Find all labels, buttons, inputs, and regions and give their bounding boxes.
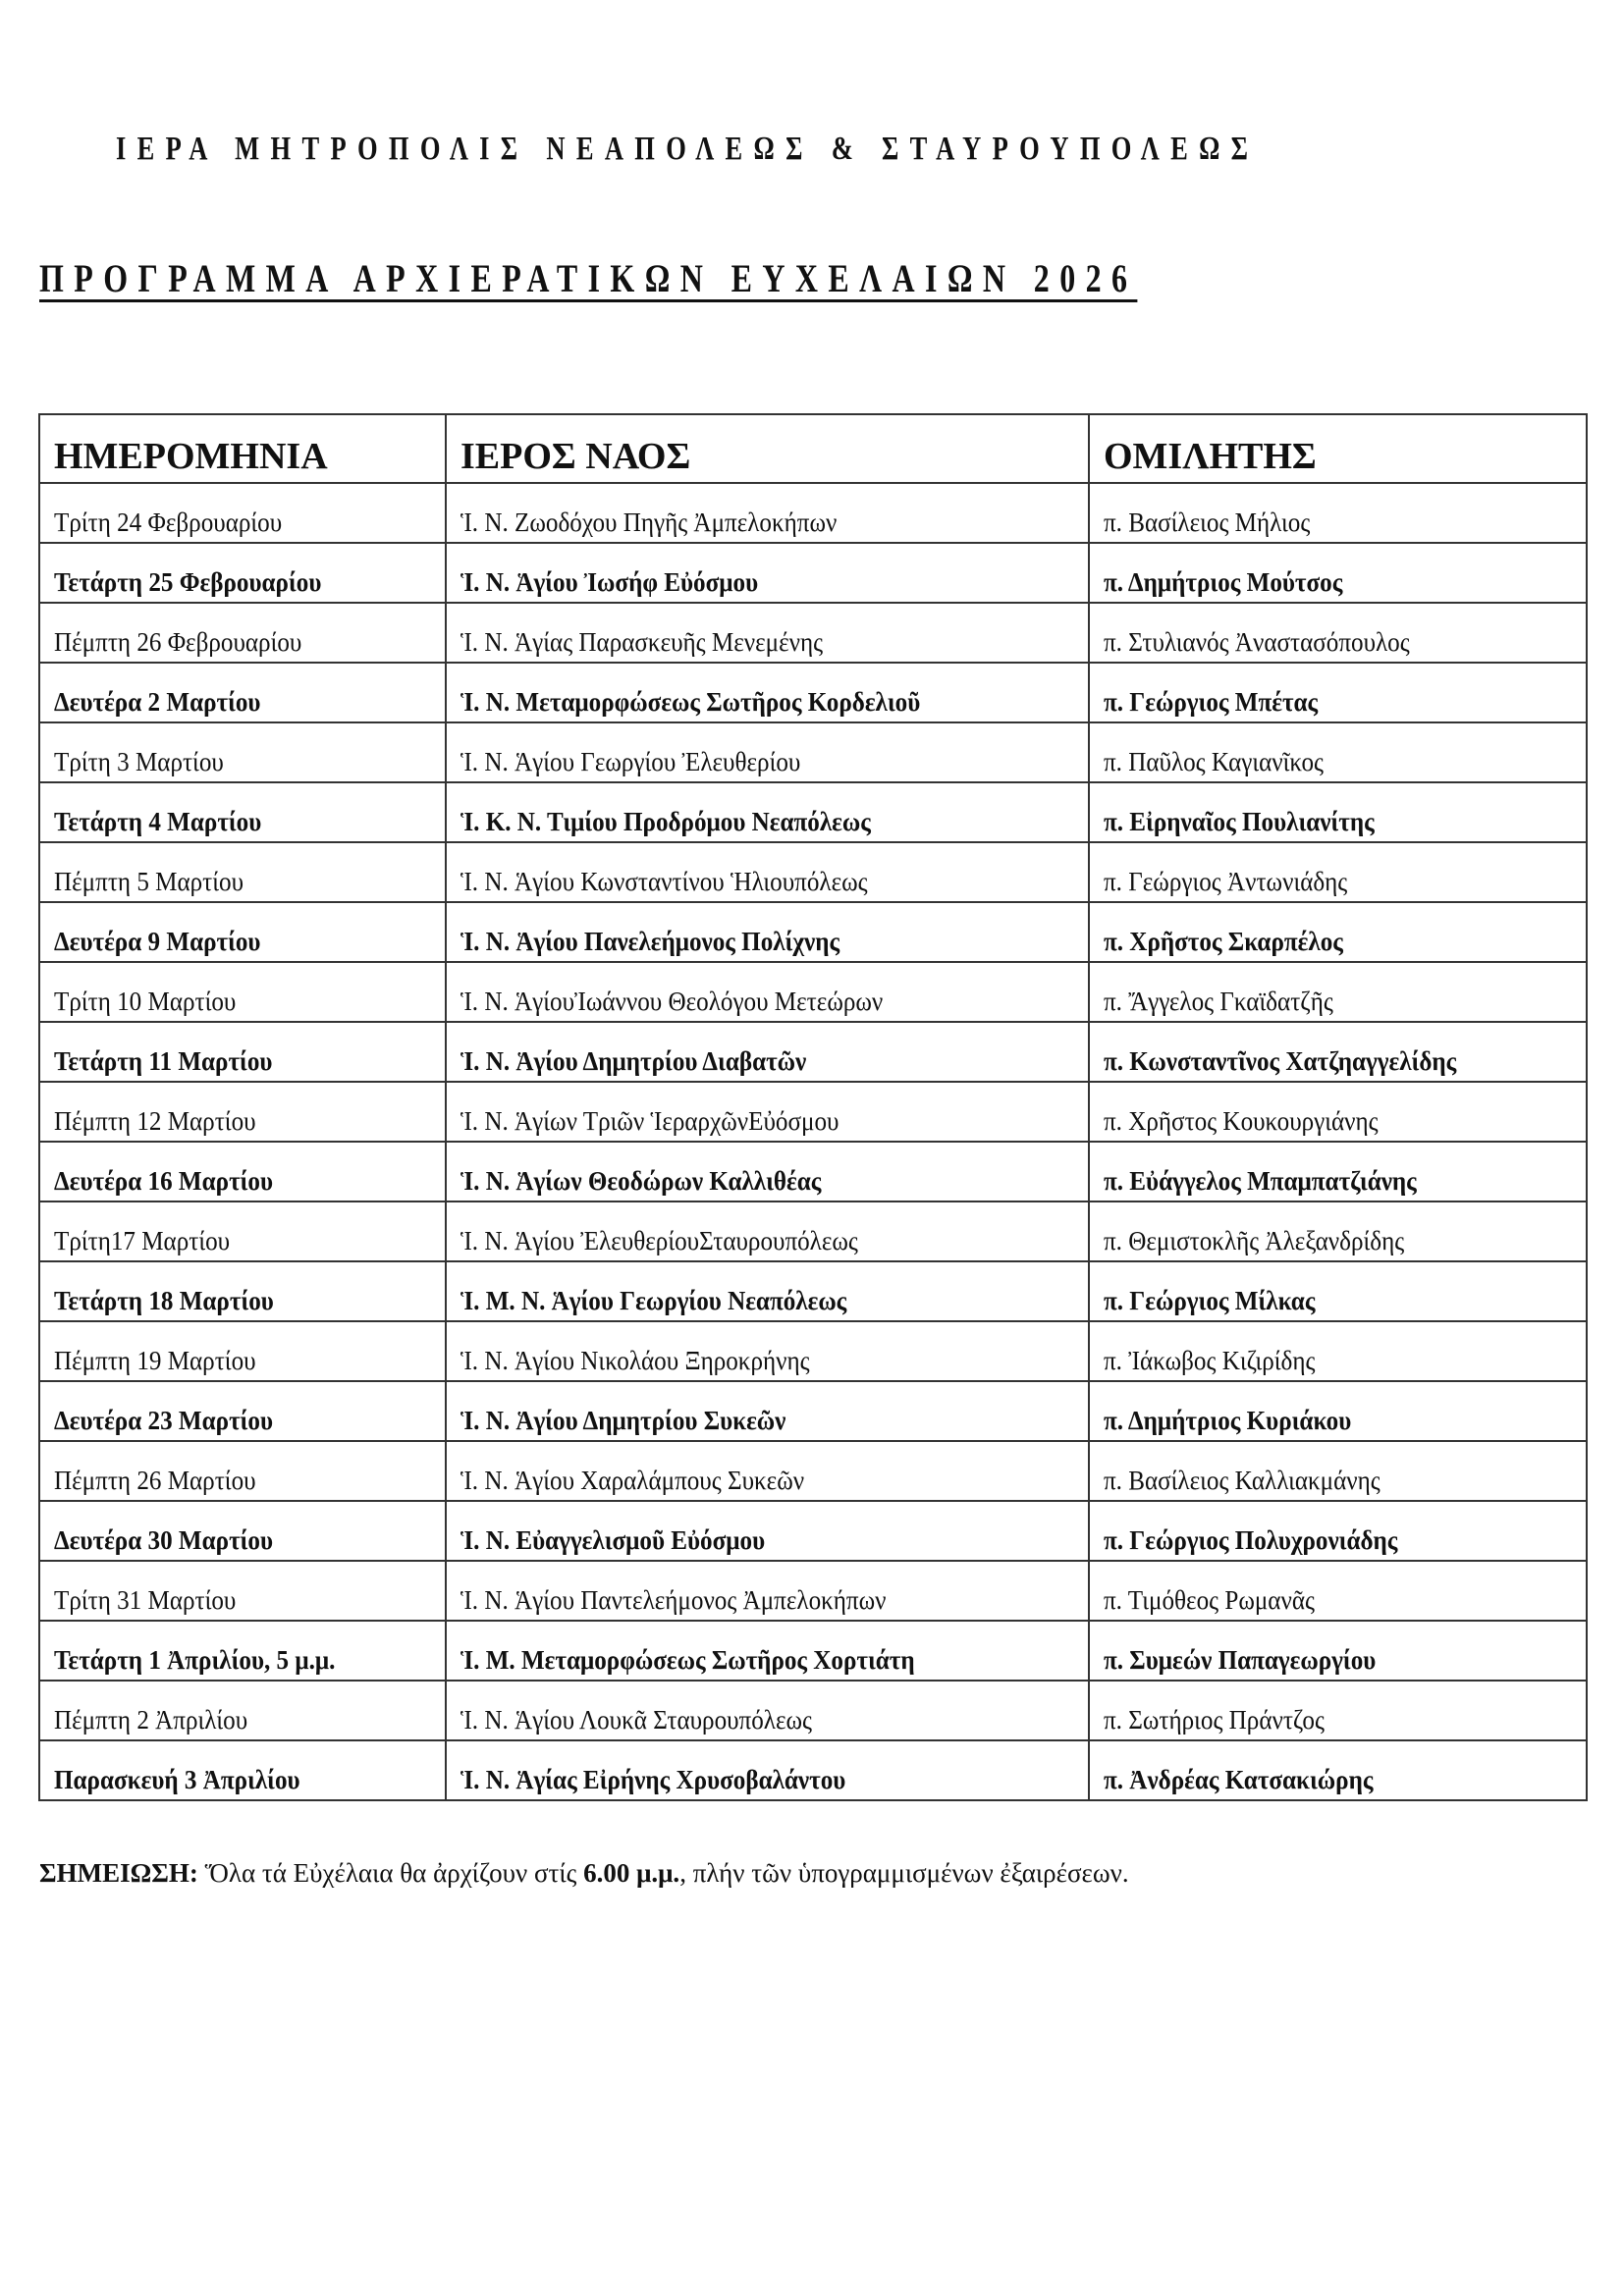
church-cell [446,483,1089,543]
church-cell-text: Ἱ. Ν. Μεταμορφώσεως Σωτῆρος Κορδελιοῦ [460,687,921,717]
church-cell [446,1501,1089,1561]
date-cell [39,663,446,722]
speaker-cell [1089,543,1587,603]
church-cell [446,782,1089,842]
date-cell [39,483,446,543]
speaker-cell [1089,1441,1587,1501]
church-cell [446,543,1089,603]
table-row [39,1261,1587,1321]
church-cell-text: Ἱ. Ν. Ἁγίων Τριῶν ἹεραρχῶνΕὐόσμου [460,1106,839,1136]
church-cell [446,842,1089,902]
church-cell [446,663,1089,722]
speaker-cell-text: π. Εὐάγγελος Μπαμπατζιάνης [1104,1166,1417,1196]
table-row [39,1082,1587,1142]
church-cell [446,722,1089,782]
speaker-cell-text: π. Γεώργιος Μίλκας [1104,1286,1316,1315]
speaker-cell [1089,722,1587,782]
document-title: ΠΡΟΓΡΑΜΜΑ ΑΡΧΙΕΡΑΤΙΚΩΝ ΕΥΧΕΛΑΙΩΝ 2026 [39,256,1138,300]
speaker-cell-text: π. Δημήτριος Μούτσος [1104,567,1343,597]
speaker-cell [1089,603,1587,663]
table-row [39,543,1587,603]
church-cell [446,902,1089,962]
table-row [39,1201,1587,1261]
date-cell [39,1082,446,1142]
church-cell-text: Ἱ. Ν. Ἁγίων Θεοδώρων Καλλιθέας [460,1166,822,1196]
table-row [39,1561,1587,1621]
table-row [39,663,1587,722]
church-cell-text: Ἱ. Κ. Ν. Τιμίου Προδρόμου Νεαπόλεως [460,807,871,836]
date-cell [39,1321,446,1381]
speaker-cell [1089,1740,1587,1800]
speaker-cell [1089,483,1587,543]
church-cell [446,1381,1089,1441]
table-row [39,1441,1587,1501]
date-cell [39,603,446,663]
date-cell [39,902,446,962]
speaker-cell-text: π. Ἰάκωβος Κιζιρίδης [1104,1346,1316,1375]
date-cell-text: Δευτέρα 30 Μαρτίου [54,1525,274,1555]
church-cell [446,1082,1089,1142]
church-cell-text: Ἱ. Ν. Ἁγίου Δημητρίου Διαβατῶν [460,1046,807,1076]
church-cell-text: Ἱ. Ν. Εὐαγγελισμοῦ Εὐόσμου [460,1525,766,1555]
church-cell-text: Ἱ. Ν. Ἁγίου Δημητρίου Συκεῶν [460,1406,786,1435]
speaker-cell-text: π. Ἄγγελος Γκαϊδατζῆς [1104,987,1333,1016]
date-cell [39,1201,446,1261]
speaker-cell [1089,1082,1587,1142]
date-cell-text: Τρίτη 24 Φεβρουαρίου [54,507,283,537]
date-cell-text: Τετάρτη 1 Ἀπριλίου, 5 μ.μ. [54,1645,336,1675]
speaker-cell-text: π. Ἀνδρέας Κατσακιώρης [1104,1765,1374,1794]
table-row [39,603,1587,663]
church-cell-text: Ἱ. Ν. Ἁγίου Παντελεήμονος Ἀμπελοκήπων [460,1585,887,1615]
church-cell [446,1561,1089,1621]
speaker-cell-text: π. Δημήτριος Κυριάκου [1104,1406,1352,1435]
speaker-cell [1089,1321,1587,1381]
table-row [39,1321,1587,1381]
diocese-heading: ΙΕΡΑ ΜΗΤΡΟΠΟΛΙΣ ΝΕΑΠΟΛΕΩΣ & ΣΤΑΥΡΟΥΠΟΛΕΩΣ [116,131,1260,167]
church-cell-text: Ἱ. Ν. Ἁγίου Γεωργίου Ἐλευθερίου [460,747,801,776]
table-row [39,1681,1587,1740]
column-header-date: ΗΜΕΡΟΜΗΝΙΑ [39,414,446,483]
schedule-table [38,413,1588,1801]
speaker-cell-text: π. Γεώργιος Πολυχρονιάδης [1104,1525,1398,1555]
speaker-cell [1089,1621,1587,1681]
church-cell [446,1621,1089,1681]
speaker-cell [1089,1681,1587,1740]
date-cell-text: Πέμπτη 19 Μαρτίου [54,1346,256,1375]
column-header-church: ΙΕΡΟΣ ΝΑΟΣ [446,414,1089,483]
date-cell [39,1681,446,1740]
speaker-cell-text: π. Γεώργιος Ἀντωνιάδης [1104,867,1348,896]
table-row [39,1142,1587,1201]
church-cell-text: Ἱ. Ν. Ἁγίας Παρασκευῆς Μενεμένης [460,627,824,657]
speaker-cell-text: π. Στυλιανός Ἀναστασόπουλος [1104,627,1410,657]
church-cell [446,603,1089,663]
date-cell-text: Τετάρτη 11 Μαρτίου [54,1046,273,1076]
date-cell-text: Τρίτη 10 Μαρτίου [54,987,237,1016]
date-cell-text: Πέμπτη 26 Μαρτίου [54,1466,256,1495]
speaker-cell [1089,1022,1587,1082]
speaker-cell [1089,1261,1587,1321]
date-cell-text: Πέμπτη 5 Μαρτίου [54,867,244,896]
date-cell [39,1501,446,1561]
date-cell [39,1142,446,1201]
table-row [39,1621,1587,1681]
date-cell-text: Παρασκευή 3 Ἀπριλίου [54,1765,300,1794]
date-cell-text: Τετάρτη 18 Μαρτίου [54,1286,274,1315]
speaker-cell-text: π. Βασίλειος Μήλιος [1104,507,1311,537]
table-row [39,483,1587,543]
church-cell [446,1201,1089,1261]
date-cell [39,842,446,902]
speaker-cell-text: π. Βασίλειος Καλλιακμάνης [1104,1466,1380,1495]
table-row [39,1381,1587,1441]
church-cell-text: Ἱ. Ν. Ἁγίου Νικολάου Ξηροκρήνης [460,1346,810,1375]
footnote-label: ΣΗΜΕΙΩΣΗ: [39,1858,198,1888]
church-cell [446,1022,1089,1082]
date-cell-text: Τετάρτη 4 Μαρτίου [54,807,262,836]
speaker-cell [1089,1501,1587,1561]
church-cell-text: Ἱ. Ν. Ἁγίου Χαραλάμπους Συκεῶν [460,1466,805,1495]
date-cell-text: Δευτέρα 2 Μαρτίου [54,687,261,717]
church-cell-text: Ἱ. Ν. Ἁγίου Κωνσταντίνου Ἡλιουπόλεως [460,867,868,896]
date-cell [39,1740,446,1800]
church-cell [446,962,1089,1022]
date-cell [39,1381,446,1441]
column-header-speaker: ΟΜΙΛΗΤΗΣ [1089,414,1587,483]
date-cell-text: Δευτέρα 9 Μαρτίου [54,927,261,956]
footnote-text-before: Ὅλα τά Εὐχέλαια θα ἀρχίζουν στίς [197,1858,584,1888]
speaker-cell [1089,782,1587,842]
table-row [39,962,1587,1022]
speaker-cell-text: π. Εἰρηναῖος Πουλιανίτης [1104,807,1375,836]
date-cell [39,782,446,842]
footnote-time: 6.00 μ.μ. [583,1858,680,1888]
date-cell-text: Δευτέρα 23 Μαρτίου [54,1406,274,1435]
church-cell [446,1321,1089,1381]
speaker-cell-text: π. Γεώργιος Μπέτας [1104,687,1319,717]
date-cell-text: Τετάρτη 25 Φεβρουαρίου [54,567,322,597]
speaker-cell [1089,1201,1587,1261]
footnote [39,1858,1129,1889]
speaker-cell-text: π. Χρῆστος Σκαρπέλος [1104,927,1343,956]
speaker-cell-text: π. Κωνσταντῖνος Χατζηαγγελίδης [1104,1046,1457,1076]
church-cell-text: Ἱ. Μ. Ν. Ἁγίου Γεωργίου Νεαπόλεως [460,1286,847,1315]
table-row [39,1501,1587,1561]
date-cell [39,1022,446,1082]
date-cell-text: Πέμπτη 2 Ἀπριλίου [54,1705,248,1735]
speaker-cell [1089,1142,1587,1201]
church-cell [446,1740,1089,1800]
table-row [39,902,1587,962]
speaker-cell-text: π. Θεμιστοκλῆς Ἀλεξανδρίδης [1104,1226,1405,1255]
church-cell-text: Ἱ. Ν. Ἁγίου Λουκᾶ Σταυρουπόλεως [460,1705,812,1735]
church-cell-text: Ἱ. Ν. Ἁγίας Εἰρήνης Χρυσοβαλάντου [460,1765,846,1794]
speaker-cell [1089,1561,1587,1621]
date-cell-text: Πέμπτη 12 Μαρτίου [54,1106,256,1136]
speaker-cell [1089,663,1587,722]
table-header-row [39,414,1587,483]
table-row [39,1740,1587,1800]
speaker-cell [1089,902,1587,962]
church-cell-text: Ἱ. Ν. Ἁγίου ἘλευθερίουΣταυρουπόλεως [460,1226,858,1255]
speaker-cell-text: π. Τιμόθεος Ρωμανᾶς [1104,1585,1315,1615]
church-cell-text: Ἱ. Ν. Ἁγίου Πανελεήμονος Πολίχνης [460,927,840,956]
church-cell [446,1681,1089,1740]
date-cell [39,1621,446,1681]
date-cell [39,722,446,782]
date-cell [39,543,446,603]
church-cell-text: Ἱ. Ν. ἉγίουἸωάννου Θεολόγου Μετεώρων [460,987,884,1016]
table-row [39,722,1587,782]
speaker-cell [1089,842,1587,902]
date-cell [39,1441,446,1501]
church-cell-text: Ἱ. Ν. Ζωοδόχου Πηγῆς Ἀμπελοκήπων [460,507,838,537]
table-row [39,782,1587,842]
date-cell-text: Πέμπτη 26 Φεβρουαρίου [54,627,302,657]
date-cell [39,1561,446,1621]
church-cell [446,1142,1089,1201]
table-row [39,842,1587,902]
date-cell [39,1261,446,1321]
footnote-text-after: , πλήν τῶν ὑπογραμμισμένων ἐξαιρέσεων. [679,1858,1129,1888]
date-cell-text: Τρίτη17 Μαρτίου [54,1226,231,1255]
church-cell [446,1441,1089,1501]
speaker-cell-text: π. Παῦλος Καγιανῖκος [1104,747,1324,776]
speaker-cell [1089,962,1587,1022]
date-cell-text: Τρίτη 3 Μαρτίου [54,747,224,776]
church-cell-text: Ἱ. Μ. Μεταμορφώσεως Σωτῆρος Χορτιάτη [460,1645,915,1675]
speaker-cell [1089,1381,1587,1441]
date-cell-text: Δευτέρα 16 Μαρτίου [54,1166,274,1196]
date-cell [39,962,446,1022]
speaker-cell-text: π. Σωτήριος Πράντζος [1104,1705,1325,1735]
church-cell-text: Ἱ. Ν. Ἁγίου Ἰωσήφ Εὐόσμου [460,567,759,597]
speaker-cell-text: π. Χρῆστος Κουκουργιάνης [1104,1106,1379,1136]
table-row [39,1022,1587,1082]
date-cell-text: Τρίτη 31 Μαρτίου [54,1585,237,1615]
speaker-cell-text: π. Συμεών Παπαγεωργίου [1104,1645,1377,1675]
church-cell [446,1261,1089,1321]
